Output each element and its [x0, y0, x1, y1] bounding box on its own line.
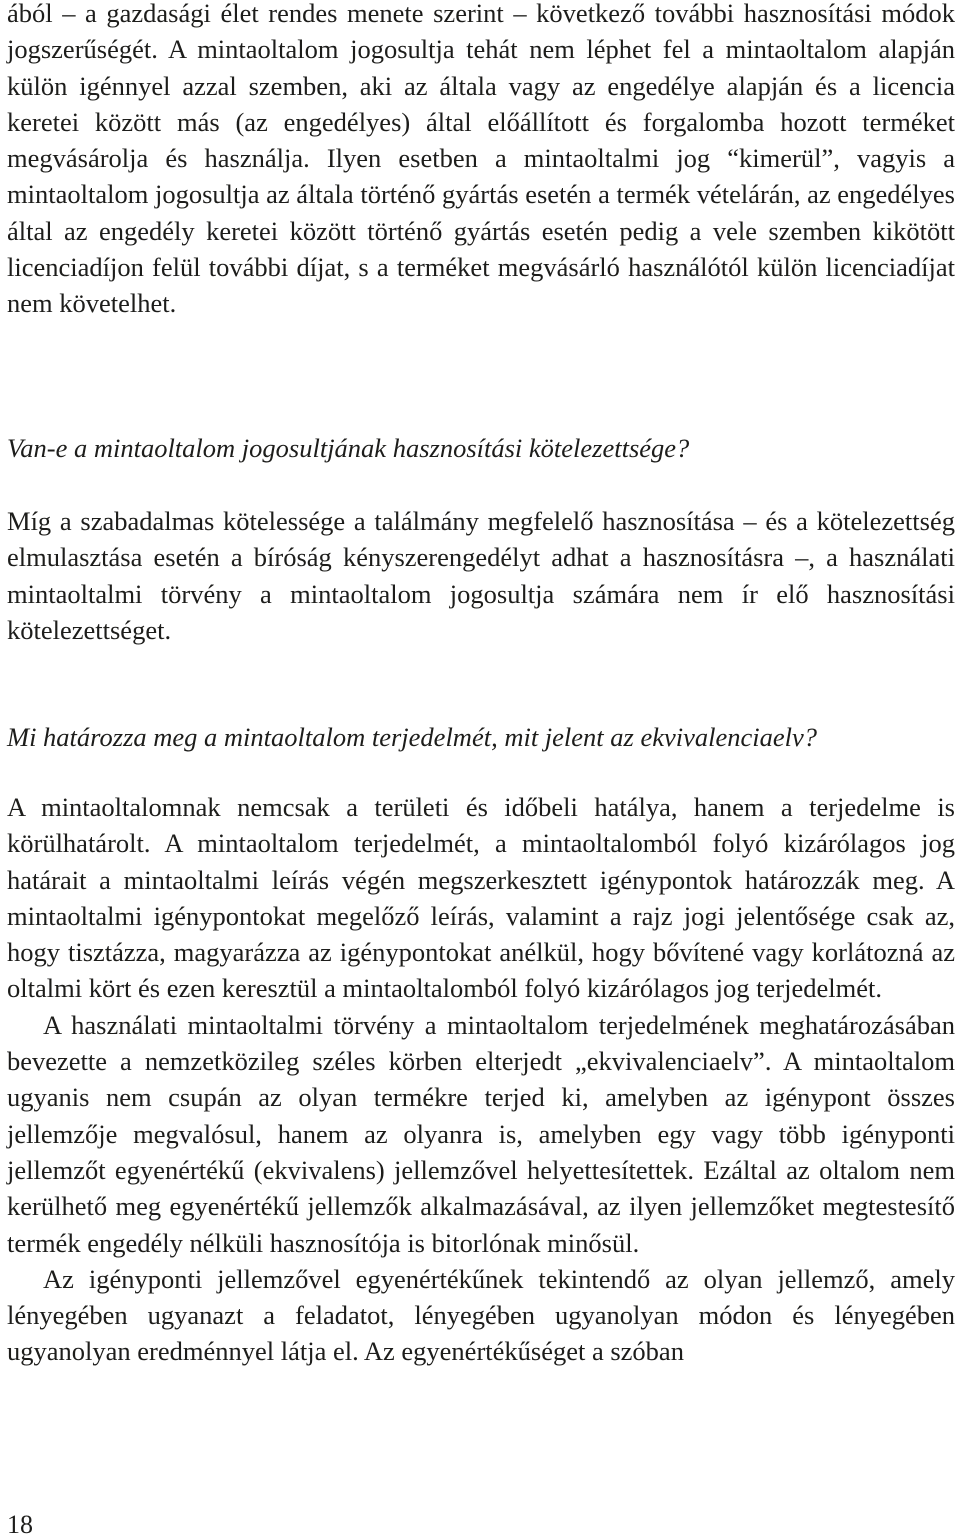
section-heading-exploitation-obligation: Van-e a mintaoltalom jogosultjának hasznosítási kötelezettsége?	[7, 433, 690, 463]
paragraph-scope: A mintaoltalomnak nemcsak a területi és időbeli hatálya, hanem a terjedelme is körülhatárolt. A mintaoltalom terjedelmét, a mintaoltalomból folyó kizárólagos jog határait a mintaoltalmi leírás végén megszerkesztett igénypontok határozzák meg. A mintaoltalmi igénypontokat megelőző leírás, valamint a rajz jogi jelentősége csak az, hogy tisztázza, magyarázza az igénypontokat anélkül, hogy bővítené vagy korlátozná az oltalmi kört és ezen keresztül a mintaoltalomból folyó kizárólagos jog terjedelmét.	[7, 792, 955, 1004]
paragraph-equivalent-feature: Az igényponti jellemzővel egyenértékűnek tekintendő az olyan jellemző, amely lényegében ugyanazt a feladatot, lényegében ugyanolyan módon és lényegében ugyanolyan eredménnyel látja el. Az egyenértékűséget a szóban	[7, 1263, 955, 1367]
paragraph-exploitation-obligation: Míg a szabadalmas kötelessége a találmány megfelelő hasznosítása – és a kötelezettség elmulasztása esetén a bíróság kényszerengedélyt adhat a hasznosításra –, a használati mintaoltalmi törvény a mintaoltalom jogosultja számára nem ír elő hasznosítási kötelezettséget.	[7, 506, 955, 645]
document-page	[7, 0, 955, 1367]
paragraph-equivalence-principle: A használati mintaoltalmi törvény a mintaoltalom terjedelmének meghatározásában bevezette a nemzetközileg széles körben elterjedt „ekvivalenciaelv”. A mintaoltalom ugyanis nem csupán az olyan termékre terjed ki, amelyben az igénypont összes jellemzője megvalósul, hanem az olyanra is, amelyben egy vagy több igényponti jellemzőt egyenértékű (ekvivalens) jellemzővel helyettesítettek. Ezáltal az oltalom nem kerülhető meg egyenértékű jellemzők alkalmazásával, az ilyen jellemzőket megtestesítő termék engedély nélküli hasznosítója is bitorlónak minősül.	[7, 1009, 955, 1258]
paragraph-exhaustion: ából – a gazdasági élet rendes menete szerint – következő további hasznosítási módok jogszerűségét. A mintaoltalom jogosultja tehát nem léphet fel a mintaoltalom alapján külön igénnyel azzal szemben, aki az általa vagy az engedélye alapján és a licencia keretei között más (az engedélyes) által előállított és forgalomba hozott terméket megvásárolja és használja. Ilyen esetben a mintaoltalmi jog “kimerül”, vagyis a mintaoltalom jogosultja az általa történő gyártás esetén a termék vételárán, az engedélyes által az engedély keretei között történő gyártás esetén pedig a vele szemben kikötött licenciadíjon felül további díjat, s a terméket megvásárló használótól külön licenciadíjat nem követelhet.	[7, 0, 955, 319]
page-number: 18	[7, 1510, 33, 1539]
section-body-scope	[7, 789, 955, 1370]
section-heading-scope-equivalence: Mi határozza meg a mintaoltalom terjedelmét, mit jelent az ekvivalenciaelv?	[7, 722, 818, 752]
